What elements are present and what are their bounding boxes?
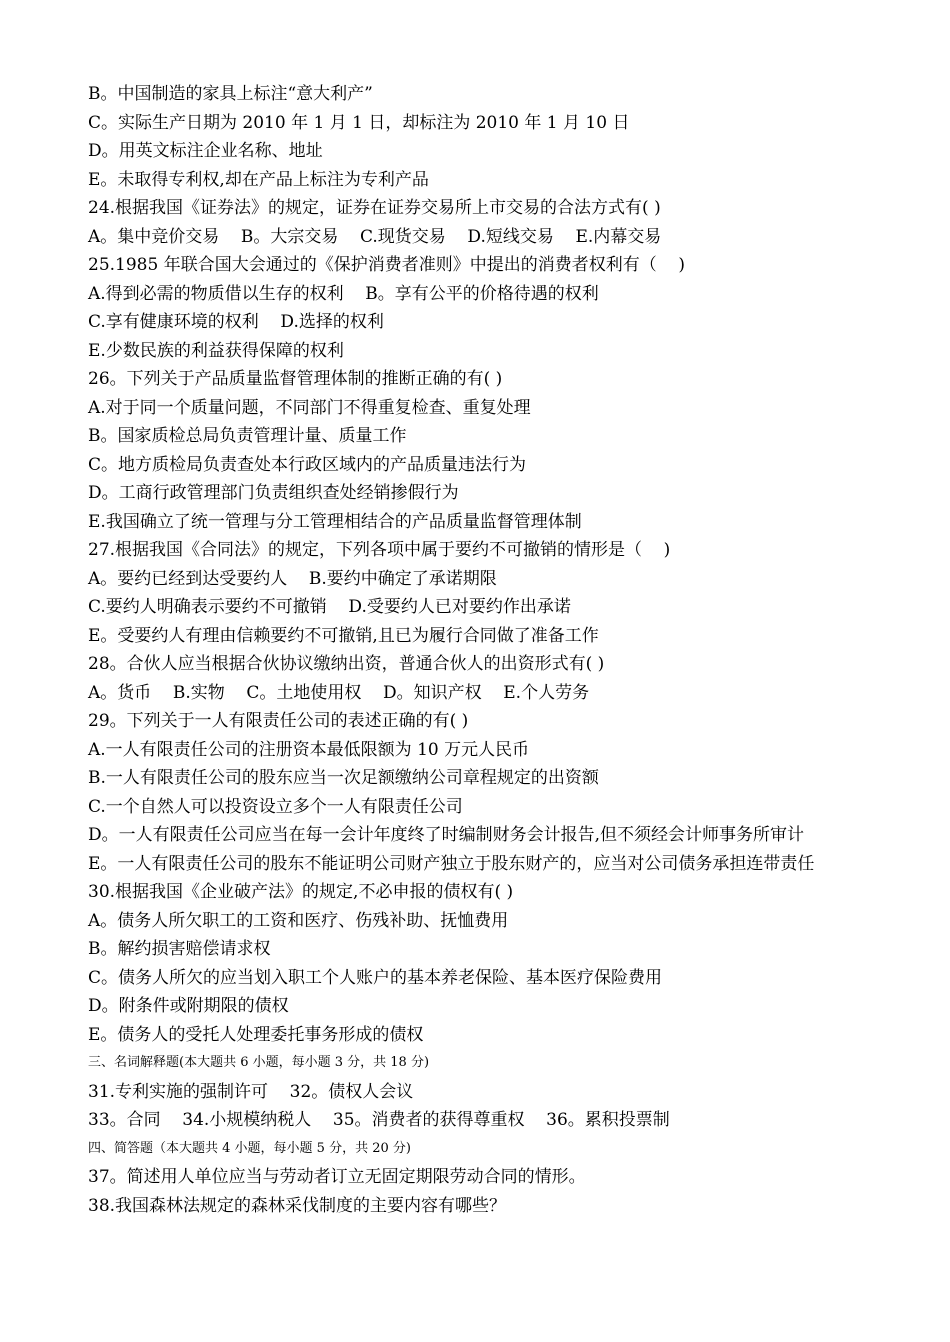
question-24: 24.根据我国《证券法》的规定，证券在证券交易所上市交易的合法方式有( ): [88, 198, 661, 218]
question-27-option: A。要约已经到达受要约人 B.要约中确定了承诺期限: [88, 568, 497, 589]
definition-terms: 31.专利实施的强制许可 32。债权人会议: [88, 1081, 414, 1102]
text-line: E。未取得专利权,却在产品上标注为专利产品: [88, 169, 429, 190]
question-26-option: B。国家质检总局负责管理计量、质量工作: [88, 426, 407, 446]
question-26-option: D。工商行政管理部门负责组织查处经销掺假行为: [88, 483, 459, 503]
question-30-option: E。债务人的受托人处理委托事务形成的债权: [88, 1024, 424, 1045]
question-29: 29。下列关于一人有限责任公司的表述正确的有( ): [88, 711, 469, 731]
question-30-option: B。解约损害赔偿请求权: [88, 939, 271, 959]
question-28-options: A。货币 B.实物 C。土地使用权 D。知识产权 E.个人劳务: [88, 682, 590, 703]
question-26-option: A.对于同一个质量问题，不同部门不得重复检查、重复处理: [88, 397, 531, 418]
question-29-option: A.一人有限责任公司的注册资本最低限额为 10 万元人民币: [88, 739, 530, 760]
section-heading-short-answer: 四、简答题（本大题共 4 小题，每小题 5 分，共 20 分): [88, 1140, 411, 1156]
question-26-option: E.我国确立了统一管理与分工管理相结合的产品质量监督管理体制: [88, 511, 582, 532]
section-heading-definitions: 三、名词解释题(本大题共 6 小题，每小题 3 分，共 18 分): [88, 1055, 430, 1070]
question-37: 37。简述用人单位应当与劳动者订立无固定期限劳动合同的情形。: [88, 1167, 586, 1187]
document-page: [88, 80, 868, 1220]
question-29-option: C.一个自然人可以投资设立多个一人有限责任公司: [88, 796, 463, 817]
question-30-option: A。债务人所欠职工的工资和医疗、伤残补助、抚恤费用: [88, 910, 509, 931]
question-25-option: C.享有健康环境的权利 D.选择的权利: [88, 312, 384, 332]
question-28: 28。合伙人应当根据合伙协议缴纳出资，普通合伙人的出资形式有( ): [88, 654, 605, 674]
question-27-option: C.要约人明确表示要约不可撤销 D.受要约人已对要约作出承诺: [88, 597, 571, 617]
question-26: 26。下列关于产品质量监督管理体制的推断正确的有( ): [88, 369, 503, 389]
question-30: 30.根据我国《企业破产法》的规定,不必申报的债权有( ): [88, 882, 514, 902]
text-line: C。实际生产日期为 2010 年 1 月 1 日，却标注为 2010 年 1 月 10 日: [88, 112, 630, 133]
definition-terms: 33。合同 34.小规模纳税人 35。消费者的获得尊重权 36。累积投票制: [88, 1110, 670, 1130]
question-29-option: B.一人有限责任公司的股东应当一次足额缴纳公司章程规定的出资额: [88, 768, 599, 788]
question-25-option: E.少数民族的利益获得保障的权利: [88, 340, 344, 361]
question-25: 25.1985 年联合国大会通过的《保护消费者准则》中提出的消费者权利有（ ): [88, 255, 685, 275]
question-30-option: C。债务人所欠的应当划入职工个人账户的基本养老保险、基本医疗保险费用: [88, 967, 663, 988]
question-30-option: D。附条件或附期限的债权: [88, 996, 289, 1016]
question-27-option: E。受要约人有理由信赖要约不可撤销,且已为履行合同做了准备工作: [88, 625, 599, 646]
question-29-option: E。一人有限责任公司的股东不能证明公司财产独立于股东财产的，应当对公司债务承担连带责任: [88, 853, 815, 874]
question-24-options: A。集中竞价交易 B。大宗交易 C.现货交易 D.短线交易 E.内幕交易: [88, 226, 662, 247]
text-line: B。中国制造的家具上标注“意大利产”: [88, 84, 373, 104]
question-38: 38.我国森林法规定的森林采伐制度的主要内容有哪些？: [88, 1195, 507, 1216]
question-27: 27.根据我国《合同法》的规定，下列各项中属于要约不可撤销的情形是（ ): [88, 540, 671, 560]
question-29-option: D。一人有限责任公司应当在每一会计年度终了时编制财务会计报告,但不须经会计师事务所审计: [88, 825, 805, 845]
text-line: D。用英文标注企业名称、地址: [88, 141, 323, 161]
question-26-option: C。地方质检局负责查处本行政区域内的产品质量违法行为: [88, 454, 527, 475]
question-25-option: A.得到必需的物质借以生存的权利 B。享有公平的价格待遇的权利: [88, 283, 599, 304]
